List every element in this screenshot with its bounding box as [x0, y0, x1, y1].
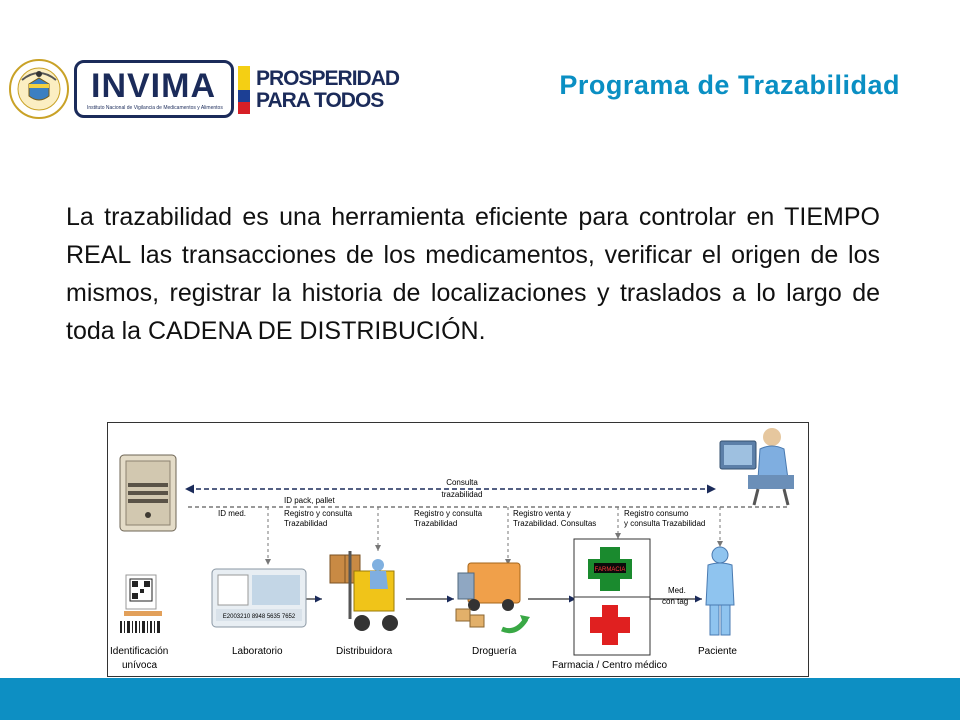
colombia-seal-icon — [8, 58, 70, 120]
id-pack-note-2: Registro y consulta — [284, 509, 353, 518]
stage-drogueria: Droguería — [472, 646, 517, 657]
patient-icon — [706, 547, 734, 635]
computer-user-icon — [720, 428, 794, 505]
farmacia-note-1: Registro venta y — [513, 509, 571, 518]
delivery-truck-icon — [456, 563, 530, 631]
farmacia-sign-text: FARMACIA — [594, 567, 626, 573]
paciente-note-1: Registro consumo — [624, 509, 689, 518]
diagram-canvas — [108, 423, 809, 677]
page-title: Programa de Trazabilidad — [559, 70, 900, 100]
invima-subtext: Instituto Nacional de Vigilancia de Medicamentos y Alimentos — [87, 105, 223, 111]
med-tag-label-2: con tag — [662, 597, 689, 606]
invima-logo-text: INVIMA — [91, 67, 216, 105]
header — [0, 0, 960, 140]
paciente-note-2: y consulta Trazabilidad — [624, 519, 706, 528]
farmacia-note-2: Trazabilidad. Consultas — [513, 519, 597, 528]
server-icon — [120, 455, 176, 531]
prosperidad-line-1: PROSPERIDAD — [256, 67, 400, 90]
stage-farmacia: Farmacia / Centro médico — [552, 660, 668, 671]
stage-identificacion-1: Identificación — [110, 646, 169, 657]
stage-distribuidora: Distribuidora — [336, 646, 393, 657]
id-pack-note-3: Trazabilidad — [284, 519, 328, 528]
barcode-icon — [120, 575, 162, 633]
consulta-label-1: Consulta — [446, 478, 478, 487]
consulta-label-2: trazabilidad — [441, 490, 483, 499]
id-pack-note-1: ID pack, pallet — [284, 496, 335, 505]
stage-laboratorio: Laboratorio — [232, 646, 283, 657]
pharmacy-box — [574, 539, 650, 655]
stage-identificacion-2: unívoca — [122, 660, 158, 671]
tag-code-text: E2003210 8948 5635 7652 — [222, 614, 296, 620]
stage-paciente: Paciente — [698, 646, 737, 657]
prosperidad-line-2: PARA TODOS — [256, 89, 384, 112]
rfid-tag-card-icon — [212, 569, 306, 627]
intro-paragraph: La trazabilidad es una herramienta eficiente para controlar en TIEMPO REAL las transacciones de los medicamentos, verificar el origen de los mismos, registrar la historia de localizaciones y traslados a lo largo de toda la CADENA DE DISTRIBUCIÓN. — [66, 203, 880, 345]
colombia-flag-stripe — [238, 66, 250, 114]
id-med-note: ID med. — [218, 509, 247, 518]
invima-logo — [74, 60, 234, 118]
footer-bar — [0, 678, 960, 720]
forklift-icon — [330, 551, 398, 631]
med-tag-label-1: Med. — [668, 586, 686, 595]
drogueria-note-2: Trazabilidad — [414, 519, 458, 528]
traceability-diagram — [107, 422, 809, 677]
drogueria-note-1: Registro y consulta — [414, 509, 483, 518]
prosperidad-logo — [238, 66, 408, 116]
